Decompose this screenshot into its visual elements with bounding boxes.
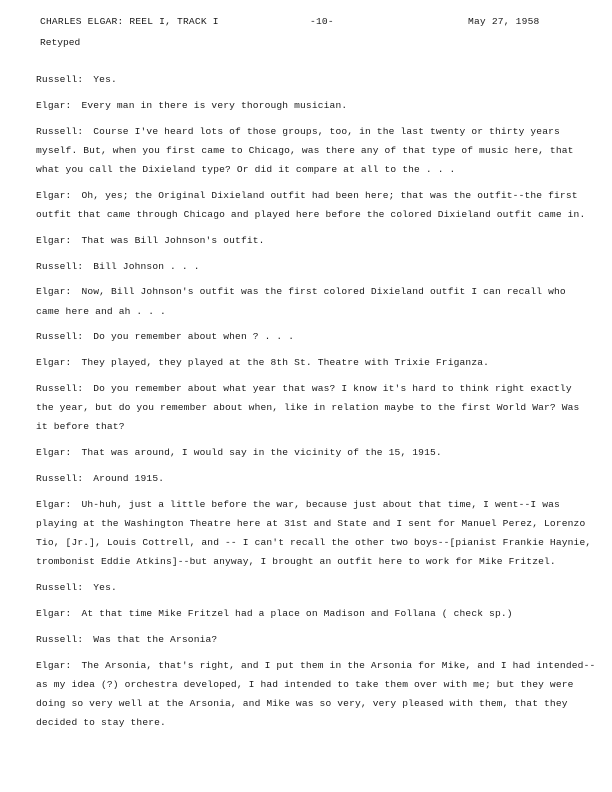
line-text: Yes. [93,582,117,594]
line-text: Yes. [93,74,117,85]
transcript-line [36,302,576,321]
line-text: Now, Bill Johnson's outfit was the first colored Dixieland outfit I can recall who [81,286,566,298]
speaker-label: Elgar: [36,99,72,111]
transcript-paragraph [36,70,576,89]
speaker-label: Russell: [36,582,84,594]
transcript-paragraph [36,327,576,346]
transcript-line [36,122,576,141]
transcript-line [36,282,576,301]
line-text: what you call the Dixieland type? Or did it compare at all to the . . . [36,164,456,175]
line-text: it before that? [36,421,125,433]
speaker-label: Elgar: [36,357,72,369]
line-text: myself. But, when you first came to Chicago, was there any of that type of music here, that [36,144,574,156]
line-text: trombonist Eddie Atkins]--but anyway, I brought an outfit here to work for Mike Fritzel. [36,556,556,568]
transcript-line [36,656,596,675]
line-text: Course I've heard lots of those groups, too, in the last twenty or thirty years [93,125,560,137]
transcript-paragraph [36,96,576,115]
transcript-line [36,353,576,372]
line-text: Was that the Arsonia? [93,633,218,645]
transcript-line [36,205,586,224]
speaker-label: Elgar: [36,659,72,671]
line-text: doing so very well at the Arsonia, and Mike was so very, very pleased with them, that they [36,697,568,709]
line-text: as my idea (?) orchestra developed, I had intended to take them over with me; but they were [36,678,574,690]
line-text: That was Bill Johnson's outfit. [81,234,265,246]
speaker-label: Elgar: [36,286,72,298]
line-text: playing at the Washington Theatre here at 31st and State and I sent for Manuel Perez, Lorenzo [36,517,586,529]
line-text: Around 1915. [93,472,165,484]
speaker-label: Elgar: [36,607,72,619]
transcript-paragraph [36,186,586,224]
transcript-paragraph [36,443,576,462]
transcript-line [36,604,576,623]
transcript-paragraph [36,604,576,623]
speaker-label: Russell: [36,260,84,272]
transcript-paragraph [36,469,576,488]
line-text: Tio, [Jr.], Louis Cottrell, and -- I can't recall the other two boys--[pianist Frankie Haynie, [36,537,592,549]
speaker-label: Russell: [36,633,84,645]
speaker-label: Elgar: [36,447,72,459]
transcript-line [36,495,576,514]
line-text: Do you remember about when ? . . . [93,331,295,343]
speaker-label: Russell: [36,125,84,137]
transcript-line [36,443,576,462]
transcript-line [36,160,576,179]
line-text: They played, they played at the 8th St. Theatre with Trixie Friganza. [81,357,490,369]
line-text: Bill Johnson . . . [93,260,200,272]
transcript-line [36,398,580,417]
header-title: CHARLES ELGAR: REEL I, TRACK I [40,16,219,27]
retyped-note: Retyped [40,37,81,48]
line-text: The Arsonia, that's right, and I put them in the Arsonia for Mike, and I had intended-- [81,659,596,671]
transcript-paragraph [36,578,576,597]
line-text: decided to stay there. [36,717,166,729]
transcript-line [36,257,576,276]
transcript-paragraph [36,495,592,572]
speaker-label: Elgar: [36,498,72,510]
line-text: Do you remember about what year that was? I know it's hard to think right exactly [93,382,572,394]
transcript-line [36,379,576,398]
transcript-line [36,578,576,597]
transcript-line [36,514,586,533]
transcript-paragraph [36,656,596,733]
transcript-paragraph [36,257,576,276]
transcript-line [36,96,576,115]
transcript-paragraph [36,282,576,320]
page-number: -10- [310,16,334,27]
transcript-line [36,70,576,89]
transcript-line [36,186,576,205]
speaker-label: Elgar: [36,234,72,246]
transcript-line [36,694,576,713]
line-text: At that time Mike Fritzel had a place on Madison and Follana ( check sp.) [81,607,513,619]
transcript-paragraph [36,353,576,372]
transcript-paragraph [36,379,580,437]
speaker-label: Russell: [36,472,84,484]
transcript-line [36,552,576,571]
transcript-body [36,70,596,739]
line-text: That was around, I would say in the vicinity of the 15, 1915. [81,447,442,459]
transcript-paragraph [36,630,576,649]
transcript-line [36,231,576,250]
transcript-line [36,675,576,694]
speaker-label: Russell: [36,382,84,394]
transcript-line [36,713,576,732]
transcript-paragraph [36,231,576,250]
transcript-paragraph [36,122,576,180]
transcript-line [36,469,576,488]
transcript-line [36,533,592,552]
line-text: Uh-huh, just a little before the war, because just about that time, I went--I was [81,498,560,510]
line-text: Oh, yes; the Original Dixieland outfit had been here; that was the outfit--the first [81,189,578,201]
speaker-label: Russell: [36,74,84,85]
transcript-line [36,417,576,436]
line-text: came here and ah . . . [36,305,166,317]
header-date: May 27, 1958 [468,16,540,27]
speaker-label: Elgar: [36,189,72,201]
transcript-line [36,327,576,346]
transcript-line [36,141,576,160]
line-text: Every man in there is very thorough musician. [81,99,348,111]
line-text: the year, but do you remember about when, like in relation maybe to the first World War? Was [36,402,580,414]
line-text: outfit that came through Chicago and played here before the colored Dixieland outfit came in. [36,209,586,220]
speaker-label: Russell: [36,331,84,343]
transcript-line [36,630,576,649]
